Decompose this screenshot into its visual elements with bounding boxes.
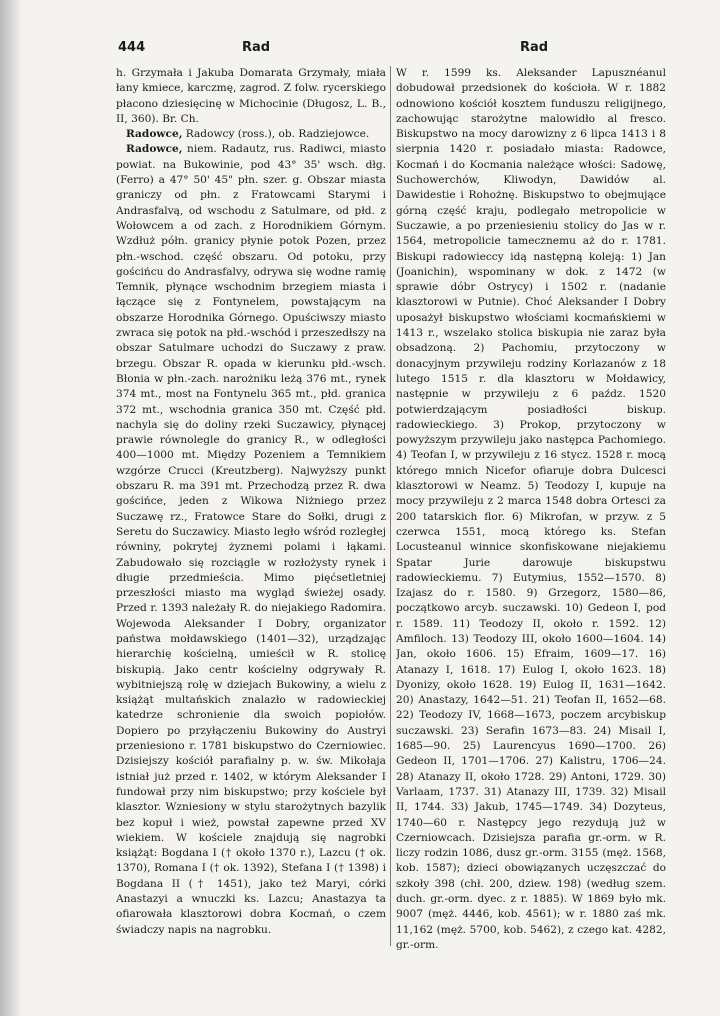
entry-headword: Radowce, — [126, 128, 183, 141]
entry-radowce-ref — [116, 127, 386, 142]
column-divider — [390, 66, 391, 946]
entry-text: niem. Radautz, rus. Radiwci, miasto powiat. na Bukowinie, pod 43° 35' wsch. dłg. (Ferro) a 47° 50' 45" płn. szer. g. Obszar miasta graniczy od płn. z Fratowcami Starymi i Andrasfalvą, od wschodu z Satulmare, od płd. z Wołowcem a od zach. z Horodnikiem Górnym. Wzdłuż półn. granicy płynie potok Pozen, przez płn.-wschod. część obszaru. Od potoku, przy gościńcu do Andrasfalvy, odrywa się wodne ramię Temnik, płynące wschodnim brzegiem miasta i łączące się z Fontynelem, powstającym na obszarze Horodnika Górnego. Opuściwszy miasto zwraca się potok na płd.-wschód i przeszedłszy na obszar Satulmare uchodzi do Suczawy z praw. brzegu. Obszar R. opada w kierunku płd.-wsch. Błonia w płn.-zach. narożniku leżą 376 mt., rynek 374 mt., most na Fontynelu 365 mt., płd. granica 372 mt., wschodnia granica 350 mt. Część płd. nachyla się do doliny rzeki Suczawicy, płynącej prawie równolegle do granicy R., w odległości 400—1000 mt. Między Pozeniem a Temnikiem wzgórze Crucci (Kreutzberg). Najwyższy punkt obszaru R. ma 391 mt. Przechodzą przez R. dwa gościńce, jeden z Wikowa Niżniego przez Suczawę rz., Fratowce Stare do Sołki, drugi z Seretu do Suczawicy. Miasto legło wśród rozległej równiny, pokrytej żyznemi polami i łąkami. Zabudowało się rozciągle w rozłożysty rynek i długie przedmieścia. Mimo pięćsetletniej przeszłości miasto ma wygląd świeżej osady. Przed r. 1393 należały R. do niejakiego Radomira. Wojewoda Aleksander I Dobry, organizator państwa mołdawskiego (1401—32), urządzając hierarchię kościelną, umieścił w R. stolicę biskupią. Jako centr kościelny odgrywały R. wybitniejszą rolę w dziejach Bukowiny, a wielu z książąt multańskich znalazło w radowieckiej katedrze schronienie dla swoich popiołów. Dopiero po przyłączeniu Bukowiny do Austryi przeniesiono r. 1781 biskupstwo do Czerniowiec. Dzisiejszy kościół parafialny p. w. św. Mikołaja istniał już przed r. 1402, w którym Aleksander I fundował przy nim biskupstwo; przy kościele był klasztor. Wzniesiony w stylu starożytnych bazylik bez kopuł i wież, powstał zapewne przed XV wiekiem. W kościele znajdują się nagrobki książąt: Bogdana I († około 1370 r.), Lazcu († ok. 1370), Romana I († ok. 1392), Stefana I († 1398) i Bogdana II († 1451), jako też Maryi, córki Anastazyi a wnuczki ks. Lazcu; Anastazya ta ofiarowała klasztorowi dobra Kocmań, o czem świadczy napis na nagrobku. — [116, 143, 386, 936]
running-header — [118, 40, 580, 60]
entry-text-continued: W r. 1599 ks. Aleksander Lapusznéanul dobudował przedsionek do kościoła. W r. 1882 odnowiono kościół kosztem funduszu religijnego, zachowując starożytne malowidło al fresco. Biskupstwo na mocy darowizny z 6 lipca 1413 i 8 sierpnia 1420 r. posiadało miasta: Radowce, Kocmań i do Kocmania należące włości: Sadowę, Suchowerchów, Kliwodyn, Dawidów al. Dawidestie i Rohożnę. Biskupstwo to obejmujące górną część kraju, podlegało metropolicie w Suczawie, a po przeniesieniu stolicy do Jas w r. 1564, metropolicie tamecznemu aż do r. 1781. Biskupi radowieccy idą następną koleją: 1) Jan (Joanichin), wspominany w dok. z 1472 (w sprawie dóbr Ostrycy) i 1502 r. (nadanie klasztorowi w Putnie). Choć Aleksander I Dobry uposażył biskupstwo włościami kocmańskiemi w 1413 r., wszelako stolica biskupia nie zaraz była obsadzoną. 2) Pachomiu, przytoczony w donacyjnym przywileju rodziny Korlazanów z 18 lutego 1515 r. dla klasztoru w Mołdawicy, następnie w przywileju z 6 paźdz. 1520 potwierdzającym posiadłości biskup. radowieckiego. 3) Prokop, przytoczony w powyższym przywileju jako następca Pachomiego. 4) Teofan I, w przywileju z 16 stycz. 1528 r. mocą którego mnich Nicefor ofiaruje dobra Dulcesci klasztorowi w Neamz. 5) Teodozy I, kupuje na mocy przywileju z 2 marca 1548 dobra Ortesci za 200 tatarskich flor. 6) Mikrofan, w przyw. z 5 czerwca 1551, mocą którego ks. Stefan Locusteanul winnice skonfiskowane niejakiemu Spatar Jurie darowuje biskupstwu radowieckiemu. 7) Eutymius, 1552—1570. 8) Izajasz do r. 1580. 9) Grzegorz, 1580—86, początkowo arcyb. suczawski. 10) Gedeon I, pod r. 1589. 11) Teodozy II, około r. 1592. 12) Amfiloch. 13) Teodozy III, około 1600—1604. 14) Jan, około 1606. 15) Efraim, 1609—17. 16) Atanazy I, 1618. 17) Eulog I, około 1623. 18) Dyonizy, około 1628. 19) Eulog II, 1631—1642. 20) Anastazy, 1642—51. 21) Teofan II, 1652—68. 22) Teodozy IV, 1668—1673, poczem arcybiskup suczawski. 23) Serafin 1673—83. 24) Misail I, 1685—90. 25) Laurencyus 1690—1700. 26) Gedeon II, 1701—1706. 27) Kalistru, 1706—24. 28) Atanazy II, około 1728. 29) Antoni, 1729. 30) Varlaam, 1737. 31) Atanazy III, 1739. 32) Misail II, 1744. 33) Jakub, 1745—1749. 34) Dozyteus, 1740—60 r. Następcy jego rezydują już w Czerniowcach. Dzisiejsza parafia gr.-orm. w R. liczy rodzin 1086, dusz gr.-orm. 3155 (męż. 1568, kob. 1587); dzieci obowiązanych uczęszczać do szkoły 398 (chł. 200, dziew. 198) (według szem. duch. gr.-orm. dyec. z r. 1885). W 1869 było mk. 9007 (męż. 4446, kob. 4561); w r. 1880 zaś mk. 11,162 (męż. 5700, kob. 5462), z czego kat. 4282, gr.-orm. — [396, 67, 666, 951]
headword-left: Rad — [242, 40, 271, 55]
page-gutter-shadow — [0, 0, 22, 1016]
page-number: 444 — [118, 40, 146, 55]
entry-continuation: h. Grzymała i Jakuba Domarata Grzymały, miała łany kmiece, karczmę, zagrod. Z folw. rycerskiego płacono dziesięcinę w Michocinie (Długosz, L. B., II, 360). Br. Ch. — [116, 67, 386, 125]
entry-headword: Radowce, — [126, 143, 183, 156]
entry-radowce-town — [116, 142, 386, 937]
headword-right: Rad — [520, 40, 549, 55]
right-column — [396, 66, 666, 956]
left-column — [116, 66, 386, 956]
entry-text: Radowcy (ross.), ob. Radziejowce. — [182, 128, 370, 141]
